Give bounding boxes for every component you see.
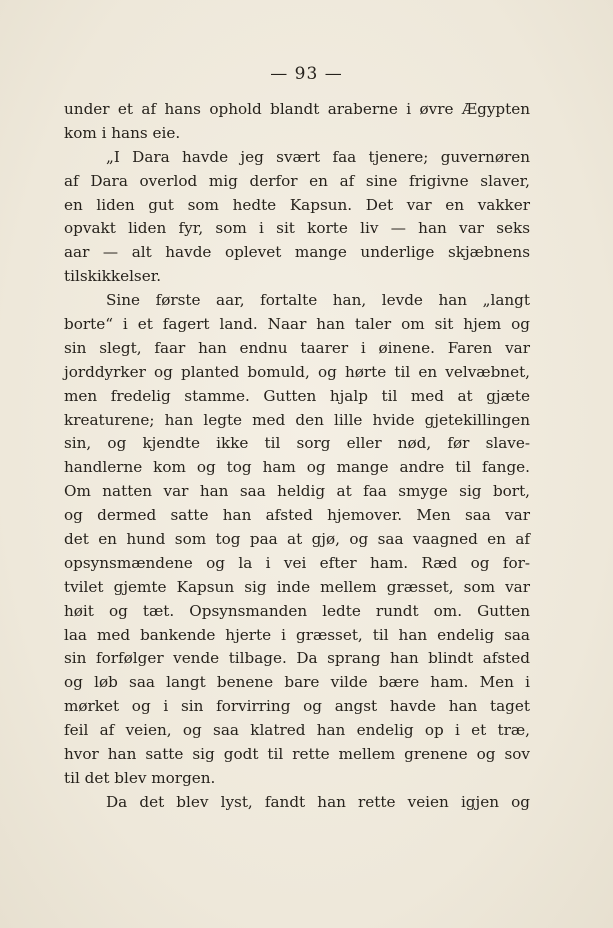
- text-line: tilskikkelser.: [64, 267, 162, 286]
- text-line: sin slegt, faar han endnu taarer i øinene. Faren var: [64, 338, 530, 357]
- text-line: opvakt liden fyr, som i sit korte liv — han var seks: [64, 219, 530, 238]
- text-line: til det blev morgen.: [64, 768, 216, 787]
- text-line: „I Dara havde jeg svært faa tjenere; guvernøren: [106, 147, 530, 166]
- text-line: Da det blev lyst, fandt han rette veien igjen og: [106, 792, 530, 811]
- page-number: — 93 —: [270, 64, 343, 84]
- body-text: [64, 98, 530, 815]
- text-line: en liden gut som hedte Kapsun. Det var en vakker: [64, 195, 530, 214]
- text-line: aar — alt havde oplevet mange underlige skjæbnens: [64, 243, 530, 262]
- text-line: det en hund som tog paa at gjø, og saa vaagned en af: [64, 530, 530, 549]
- text-line: tvilet gjemte Kapsun sig inde mellem græsset, som var: [64, 577, 530, 596]
- text-line: og dermed satte han afsted hjemover. Men saa var: [64, 506, 530, 525]
- text-line: mørket og i sin forvirring og angst havde han taget: [64, 697, 530, 716]
- text-line: kreaturene; han legte med den lille hvide gjetekillingen: [64, 410, 530, 429]
- text-line: sin, og kjendte ikke til sorg eller nød, før slave-: [64, 434, 530, 453]
- text-line: høit og tæt. Opsynsmanden ledte rundt om. Gutten: [64, 601, 530, 620]
- text-line: af Dara overlod mig derfor en af sine frigivne slaver,: [64, 171, 530, 190]
- text-line: jorddyrker og planted bomuld, og hørte til en velvæbnet,: [64, 362, 530, 381]
- text-line: men fredelig stamme. Gutten hjalp til med at gjæte: [64, 386, 530, 405]
- text-line: Sine første aar, fortalte han, levde han „langt: [106, 291, 530, 310]
- text-line: handlerne kom og tog ham og mange andre til fange.: [64, 458, 530, 477]
- text-line: feil af veien, og saa klatred han endelig op i et træ,: [64, 721, 530, 740]
- text-line: sin forfølger vende tilbage. Da sprang han blindt afsted: [64, 649, 530, 668]
- text-line: hvor han satte sig godt til rette mellem grenene og sov: [64, 745, 530, 764]
- text-line: opsynsmændene og la i vei efter ham. Ræd og for-: [64, 553, 530, 572]
- text-line: laa med bankende hjerte i græsset, til han endelig saa: [64, 625, 530, 644]
- text-line: borte“ i et fagert land. Naar han taler om sit hjem og: [64, 315, 530, 334]
- text-line: og løb saa langt benene bare vilde bære ham. Men i: [64, 673, 530, 692]
- text-line: Om natten var han saa heldig at faa smyge sig bort,: [64, 482, 530, 501]
- text-line: under et af hans ophold blandt araberne i øvre Ægypten: [64, 100, 530, 118]
- text-line: kom i hans eie.: [64, 123, 181, 142]
